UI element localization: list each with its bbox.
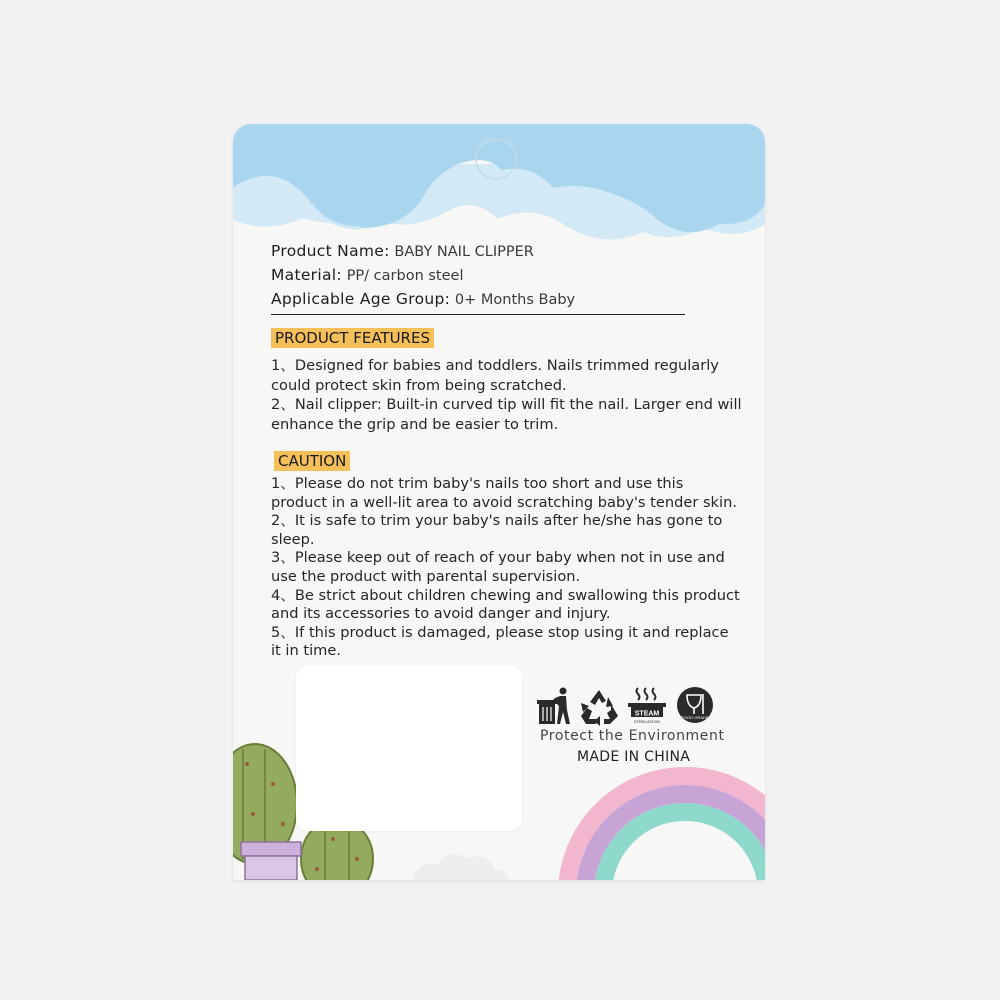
age-group-value: 0+ Months Baby [454,292,576,308]
caution-line: sleep. [271,530,315,548]
product-name-value: BABY NAIL CLIPPER [394,244,534,260]
steam-label: STEAM [634,710,660,718]
rainbow-illustration [567,776,765,880]
age-group-line [271,290,575,308]
recycle-icon [581,690,618,726]
features-line: 1、Designed for babies and toddlers. Nails trimmed regularly [271,357,719,374]
steam-sublabel: STERILIZATION [634,720,660,724]
caution-line: 2、It is safe to trim your baby's nails after he/she has gone to [271,512,723,530]
age-group-label: Applicable Age Group: [271,290,451,308]
caution-text [271,475,740,661]
material-value: PP/ carbon steel [346,268,464,284]
made-in-china-text: MADE IN CHINA [577,749,691,765]
symbol-icons-row [536,686,726,728]
product-name-line [271,242,534,260]
features-line: enhance the grip and be easier to trim. [271,415,559,433]
food-grade-icon [677,687,713,723]
blank-sticker-label [296,666,522,831]
caution-heading: CAUTION [274,451,350,471]
food-grade-label: FOOD GRADE [681,715,709,720]
litter-bin-icon [537,688,570,725]
caution-line: 3、Please keep out of reach of your baby when not in use and [271,549,725,567]
info-divider [271,314,685,315]
caution-line: use the product with parental supervision. [271,567,581,585]
features-line: could protect skin from being scratched. [271,376,567,394]
material-label: Material: [271,266,342,284]
material-line [271,266,463,284]
features-heading: PRODUCT FEATURES [271,328,434,348]
product-card-back [233,124,765,880]
steam-sterilization-icon [628,688,666,724]
features-line: 2、Nail clipper: Built-in curved tip will fit the nail. Larger end will [271,396,742,413]
caution-line: 1、Please do not trim baby's nails too short and use this [271,475,684,492]
caution-line: 5、If this product is damaged, please stop using it and replace [271,623,729,641]
caution-line: product in a well-lit area to avoid scratching baby's tender skin. [271,493,737,511]
caution-line: and its accessories to avoid danger and injury. [271,605,611,623]
protect-environment-text: Protect the Environment [540,728,725,744]
caution-line: 4、Be strict about children chewing and swallowing this product [271,586,740,604]
features-text [271,356,742,434]
caution-line: it in time. [271,642,341,660]
product-name-label: Product Name: [271,242,390,260]
